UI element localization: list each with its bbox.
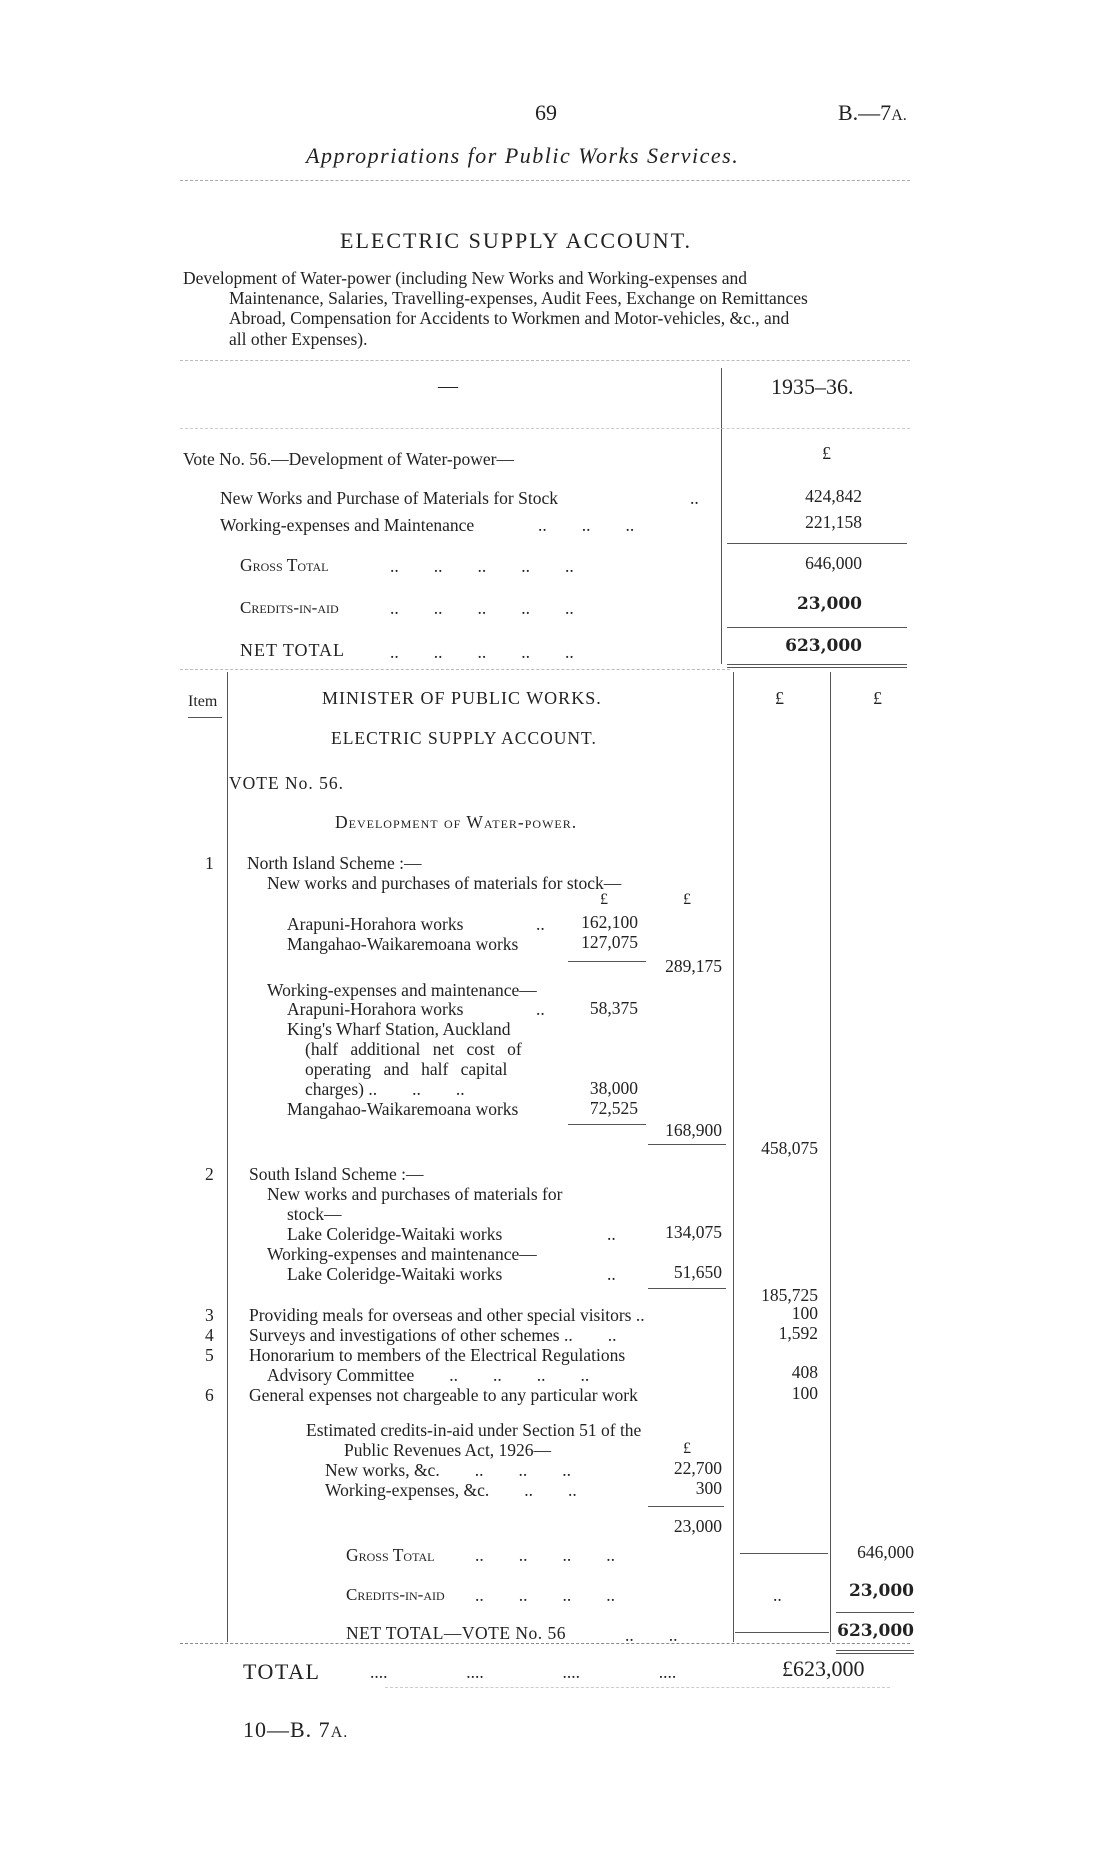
detail-net-double-rule-1	[836, 1650, 914, 1651]
summary-header-rule	[180, 428, 910, 429]
item-3-number: 3	[205, 1305, 214, 1325]
item-1-working-rule	[568, 1124, 646, 1125]
item-1-title: North Island Scheme :—	[247, 853, 422, 873]
detail-column-rule-2	[830, 672, 831, 1642]
summary-vote-label: Vote No. 56.—Development of Water-power—	[183, 449, 514, 469]
item-3-value: 100	[791, 1303, 818, 1323]
description-line-2: Maintenance, Salaries, Travelling-expenses, Audit Fees, Exchange on Remittances	[229, 288, 808, 308]
detail-net-label: NET TOTAL—VOTE No. 56	[346, 1623, 567, 1643]
item-1-w-mangahao-label: Mangahao-Waikaremoana works	[287, 1099, 519, 1119]
summary-net-double-rule-2	[727, 667, 907, 668]
item-2-title: South Island Scheme :—	[249, 1164, 424, 1184]
summary-credits-value: 23,000	[796, 594, 862, 614]
item-1-new-works-label: New works and purchases of materials for stock—	[267, 873, 622, 893]
item-2-lake-1-dots: ..	[607, 1224, 616, 1244]
item-1-kings-line-2: (half additional net cost of	[305, 1039, 522, 1059]
item-header-rule	[188, 717, 222, 718]
item-2-number: 2	[205, 1164, 214, 1184]
detail-credits-value: 23,000	[848, 1581, 914, 1601]
item-6-number: 6	[205, 1385, 214, 1405]
grand-total-value: £623,000	[782, 1656, 865, 1681]
summary-net-double-rule-1	[727, 664, 907, 665]
item-1-total: 458,075	[761, 1138, 818, 1158]
credits-note-working-value: 300	[695, 1478, 722, 1498]
page-number: 69	[535, 100, 557, 125]
item-6-value: 100	[791, 1383, 818, 1403]
summary-gross-value: 646,000	[805, 553, 862, 573]
credits-note-line-1: Estimated credits-in-aid under Section 51 of the	[306, 1420, 642, 1440]
item-2-lake-2-value: 51,650	[673, 1262, 722, 1282]
item-1-w-arapuni-label: Arapuni-Horahora works	[287, 999, 464, 1019]
grand-total-label: TOTAL	[243, 1659, 321, 1684]
credits-note-rule	[648, 1506, 724, 1507]
minister-heading: MINISTER OF PUBLIC WORKS.	[322, 688, 602, 708]
item-1-kings-line-4: charges) .. .. ..	[305, 1079, 465, 1099]
header-rule	[180, 180, 910, 181]
summary-row-new-works-dots: ..	[690, 488, 699, 508]
item-1-number: 1	[205, 853, 214, 873]
detail-credits-rule	[836, 1612, 914, 1613]
item-5-number: 5	[205, 1345, 214, 1365]
credits-note-new-works-label: New works, &c. .. .. ..	[325, 1460, 571, 1480]
summary-column-divider	[721, 368, 722, 664]
item-1-total-rule	[648, 1144, 726, 1145]
item-6-label: General expenses not chargeable to any particular work	[249, 1385, 638, 1405]
vote-heading: VOTE No. 56.	[229, 773, 345, 793]
item-1-arapuni-value: 162,100	[581, 912, 638, 932]
reference-main: B.—7	[838, 100, 892, 125]
detail-net-double-rule-2	[836, 1653, 914, 1654]
item-1-new-works-total: 289,175	[665, 956, 722, 976]
item-2-lake-1-value: 134,075	[665, 1222, 722, 1242]
item-1-mangahao-value: 127,075	[581, 932, 638, 952]
grand-total-dots: .... .... .... ....	[370, 1662, 677, 1682]
footer-signature-main: 10—B. 7	[243, 1717, 331, 1742]
summary-row-new-works-label: New Works and Purchase of Materials for Stock	[220, 488, 558, 508]
summary-top-rule	[180, 360, 910, 361]
item-1-kings-line-1: King's Wharf Station, Auckland	[287, 1019, 511, 1039]
item-2-working-label: Working-expenses and maintenance—	[267, 1244, 537, 1264]
item-4-value: 1,592	[778, 1323, 818, 1343]
item-4-number: 4	[205, 1325, 214, 1345]
summary-bottom-rule	[180, 669, 730, 670]
item-2-lake-2-dots: ..	[607, 1264, 616, 1284]
summary-credits-dots: .. .. .. .. ..	[390, 598, 574, 618]
grand-total-rule	[385, 1687, 890, 1688]
detail-credits-dots: .. .. .. ..	[475, 1585, 615, 1605]
credits-note-line-2: Public Revenues Act, 1926—	[344, 1440, 552, 1460]
item-2-lake-1-label: Lake Coleridge-Waitaki works	[287, 1224, 503, 1244]
account-title: ELECTRIC SUPPLY ACCOUNT.	[340, 228, 692, 253]
description-line-1: Development of Water-power (including New Works and Working-expenses and	[183, 268, 748, 288]
summary-currency: £	[822, 443, 831, 463]
summary-blank-column-header: —	[438, 375, 458, 397]
item-2-lake-2-label: Lake Coleridge-Waitaki works	[287, 1264, 503, 1284]
credits-note-total: 23,000	[673, 1516, 722, 1536]
summary-gross-label: Gross Total	[240, 555, 329, 575]
item-1-kings-line-3: operating and half capital	[305, 1059, 508, 1079]
credits-note-new-works-value: 22,700	[673, 1458, 722, 1478]
item-3-label: Providing meals for overseas and other special visitors ..	[249, 1305, 645, 1325]
summary-year-header: 1935–36.	[771, 374, 854, 399]
item-2-new-works-line-2: stock—	[287, 1204, 342, 1224]
item-2-working-rule	[648, 1288, 726, 1289]
item-1-arapuni-dots: ..	[536, 914, 545, 934]
item-1-sub-currency-a: £	[600, 891, 608, 908]
summary-gross-dots: .. .. .. .. ..	[390, 556, 574, 576]
summary-row-new-works-value: 424,842	[805, 486, 862, 506]
item-1-w-arapuni-dots: ..	[536, 999, 545, 1019]
detail-net-lead-rule	[735, 1632, 829, 1633]
detail-gross-label: Gross Total	[346, 1545, 435, 1565]
detail-credits-col1-dots: ..	[773, 1585, 782, 1605]
detail-column-rule-1	[733, 672, 734, 1642]
summary-row-working-label: Working-expenses and Maintenance	[220, 515, 475, 535]
item-column-header: Item	[188, 693, 218, 710]
item-1-w-arapuni-value: 58,375	[589, 998, 638, 1018]
item-1-working-label: Working-expenses and maintenance—	[267, 980, 537, 1000]
description-line-3: Abroad, Compensation for Accidents to Workmen and Motor-vehicles, &c., and	[229, 308, 790, 328]
detail-gross-value: 646,000	[857, 1542, 914, 1562]
detail-gross-dots: .. .. .. ..	[475, 1545, 615, 1565]
item-5-label: Honorarium to members of the Electrical Regulations	[249, 1345, 626, 1365]
credits-note-currency: £	[683, 1440, 691, 1457]
item-1-working-total: 168,900	[665, 1120, 722, 1140]
summary-net-dots: .. .. .. .. ..	[390, 642, 574, 662]
item-2-new-works-line-1: New works and purchases of materials for	[267, 1184, 563, 1204]
summary-net-label: NET TOTAL	[240, 640, 346, 660]
detail-credits-label: Credits-in-aid	[346, 1585, 445, 1604]
item-1-kings-value: 38,000	[589, 1078, 638, 1098]
detail-bottom-rule	[180, 1643, 910, 1644]
description-line-4: all other Expenses).	[229, 329, 368, 349]
detail-currency-col2: £	[873, 688, 882, 708]
reference-suffix: A.	[891, 107, 907, 124]
page-subtitle: Appropriations for Public Works Services.	[306, 143, 740, 168]
item-5-value: 408	[791, 1362, 818, 1382]
account-heading: ELECTRIC SUPPLY ACCOUNT.	[331, 728, 597, 748]
summary-net-value: 623,000	[785, 636, 862, 656]
item-2-total: 185,725	[761, 1285, 818, 1305]
detail-net-dots: .. ..	[625, 1625, 678, 1645]
section-heading: Development of Water-power.	[335, 812, 578, 832]
detail-currency-col1: £	[775, 688, 784, 708]
item-5-label-2: Advisory Committee .. .. .. ..	[267, 1365, 590, 1385]
item-4-label: Surveys and investigations of other schemes .. ..	[249, 1325, 617, 1345]
summary-credits-label: Credits-in-aid	[240, 598, 339, 617]
credits-note-working-label: Working-expenses, &c. .. ..	[325, 1480, 577, 1500]
item-1-mangahao-label: Mangahao-Waikaremoana works	[287, 934, 519, 954]
detail-net-value: 623,000	[837, 1621, 914, 1641]
summary-net-rule	[727, 627, 907, 628]
item-column-rule	[227, 672, 228, 1642]
detail-gross-rule	[740, 1553, 828, 1554]
item-1-w-mangahao-value: 72,525	[589, 1098, 638, 1118]
item-1-arapuni-label: Arapuni-Horahora works	[287, 914, 464, 934]
item-1-new-works-rule	[568, 961, 646, 962]
footer-signature-suffix: A.	[330, 1724, 349, 1741]
document-reference	[838, 100, 907, 126]
item-1-sub-currency-b: £	[683, 891, 691, 908]
summary-row-working-value: 221,158	[805, 512, 862, 532]
footer-signature	[243, 1717, 348, 1743]
summary-row-working-dots: .. .. ..	[538, 515, 635, 535]
summary-subtotal-rule	[727, 543, 907, 544]
